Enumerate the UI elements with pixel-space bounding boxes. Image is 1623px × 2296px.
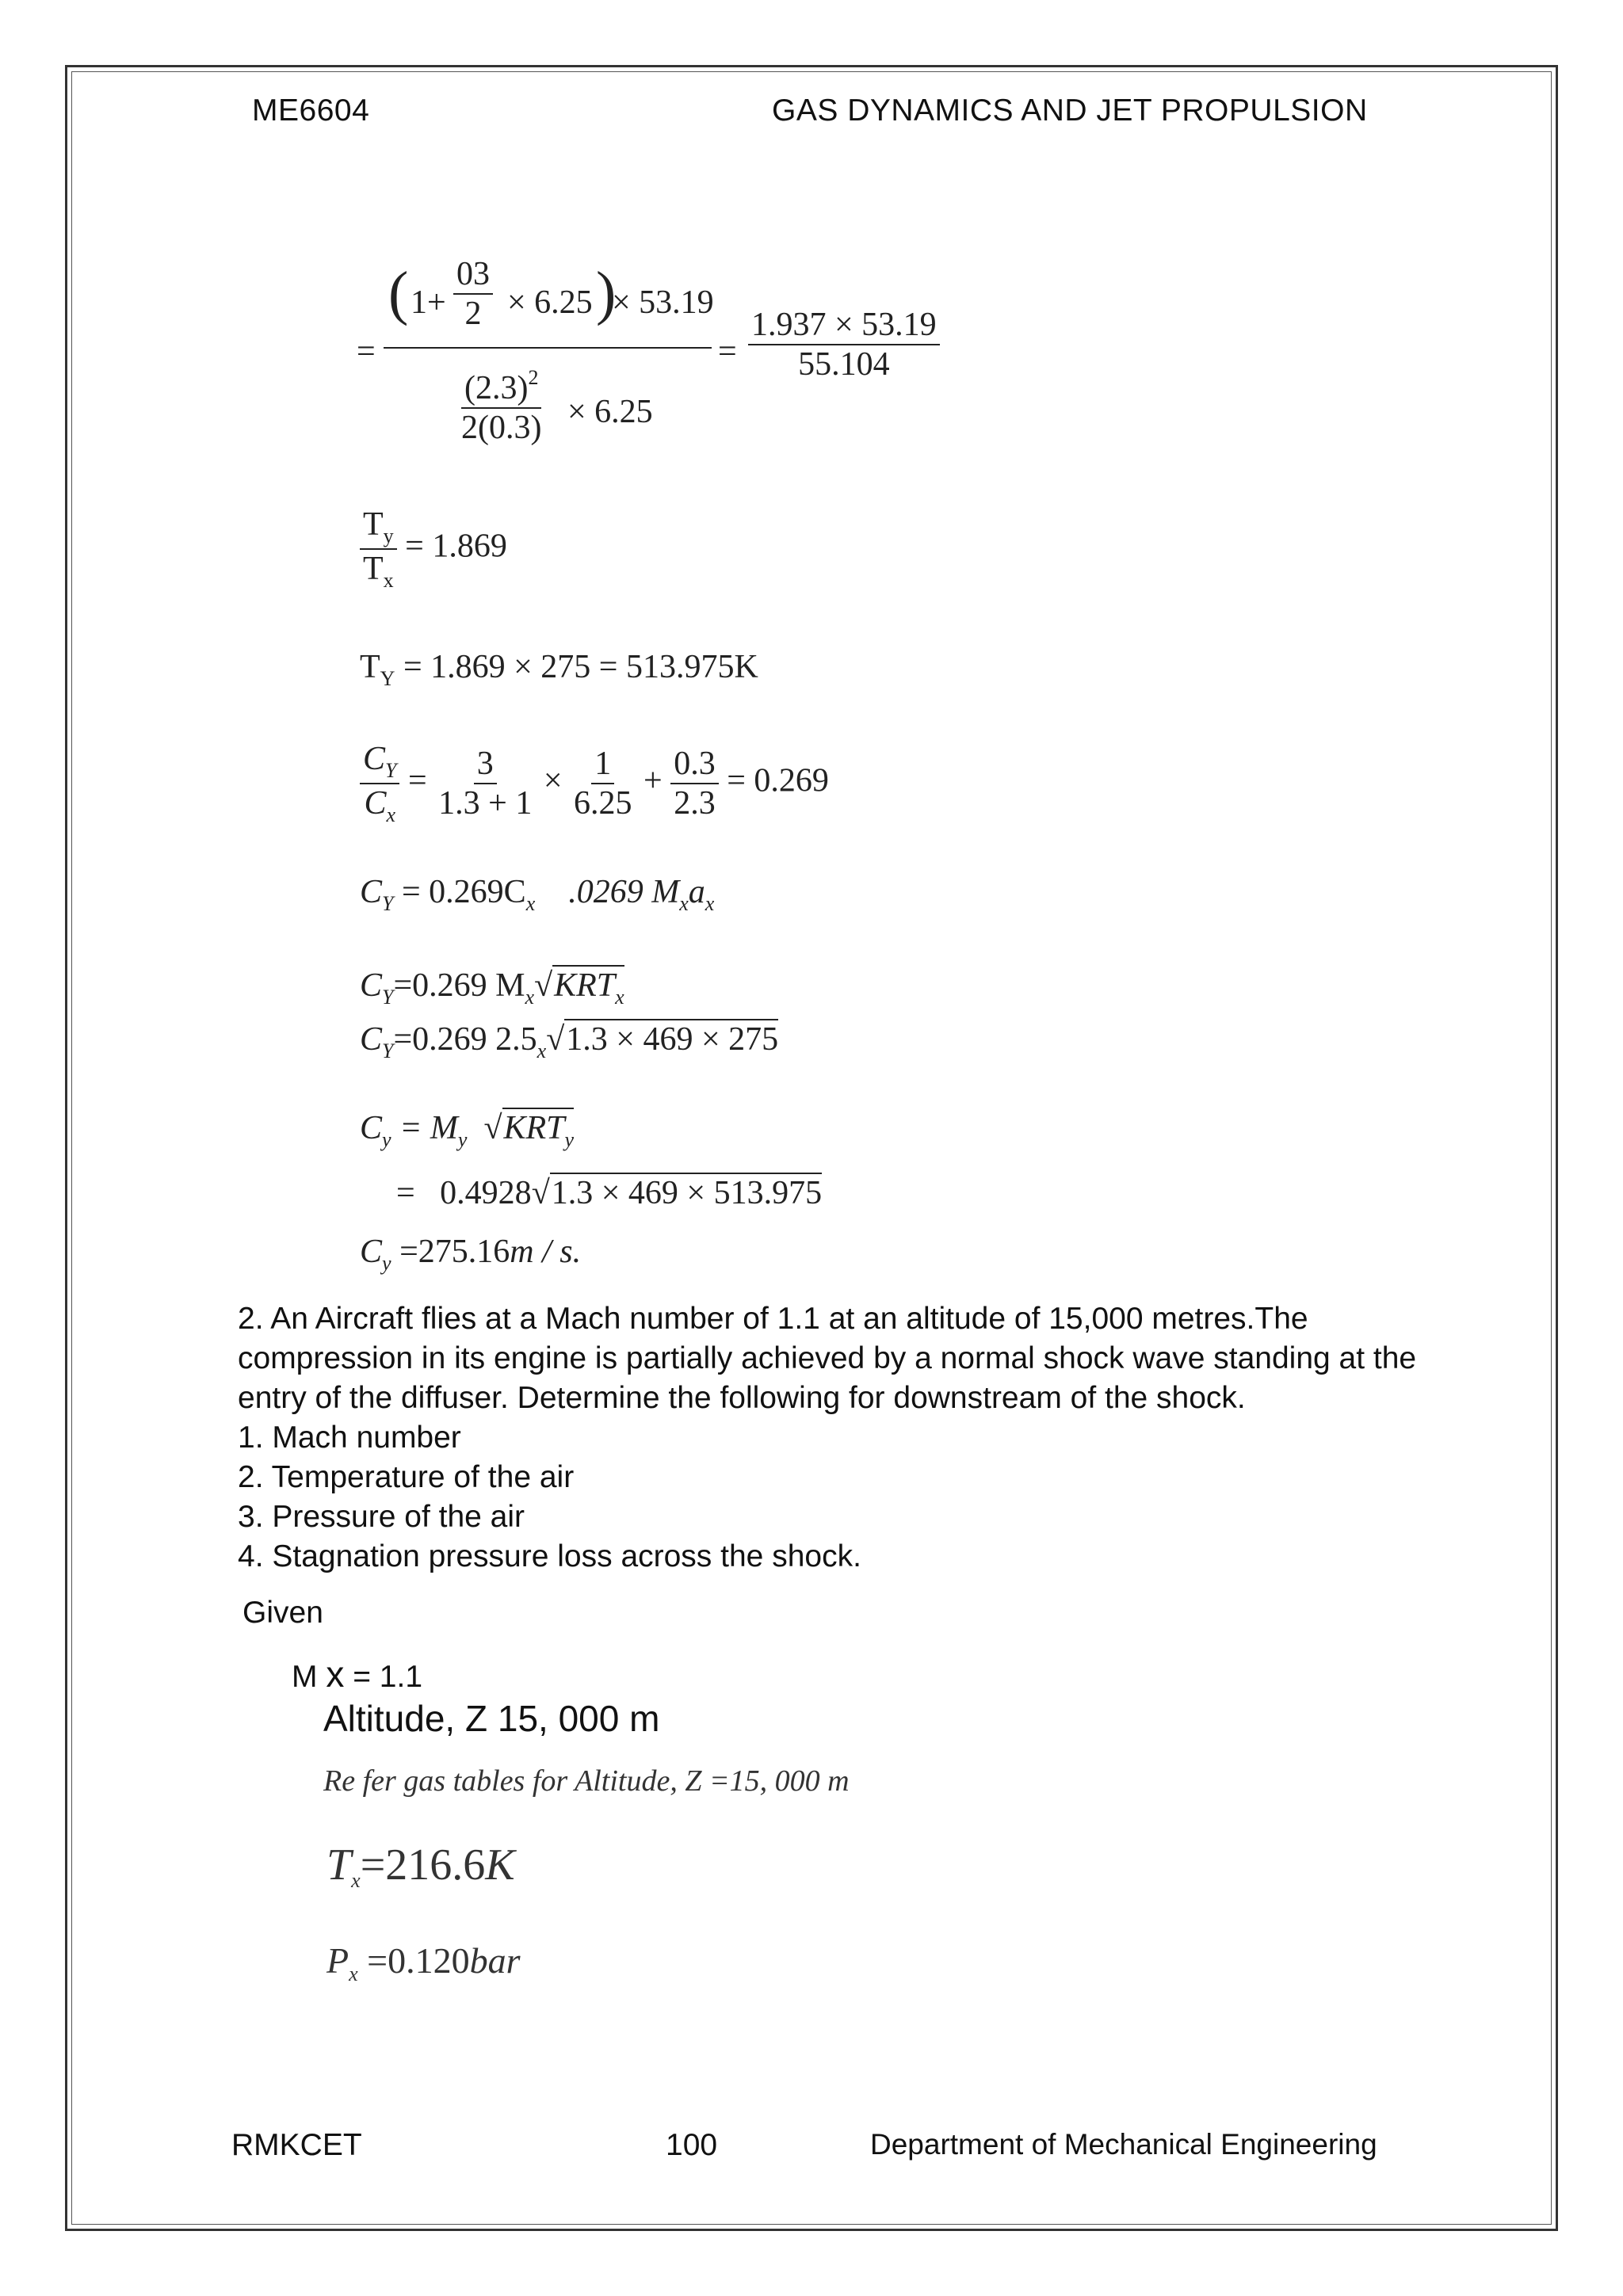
problem-intro: 2. An Aircraft flies at a Mach number of 1.1 at an altitude of 15,000 metres.The compression in its engine is partially achieved by a normal shock wave standing at the entry of the diffuser. Determine the following for downstream of the shock. [238, 1302, 1417, 1415]
eq1-rhs-fraction: $\frac{1.937 \times 53.19}{55.104}$ [748, 306, 940, 384]
eq1-times-5319: × 53.19 [612, 284, 714, 321]
given-px: $P_x =0.120bar$ [327, 1940, 521, 1985]
footer-page-number: 100 [666, 2128, 718, 2162]
equation-8: $C_y = M_y$ $√KRT_y$ [360, 1108, 574, 1152]
eq1-paren-close: ) [596, 260, 617, 326]
problem-item-2: 2. Temperature of the air [238, 1460, 575, 1494]
page-border-inner [71, 71, 1552, 2225]
equation-10: $C_y =275.16m / s$. [360, 1234, 582, 1275]
equation-7: $C_Y=0.269$ $2.5_x√1.3 \times 469 \times 275$ [360, 1019, 778, 1063]
given-refer-gas-tables: Re fer gas tables for Altitude, Z =15, 000 m [323, 1764, 850, 1798]
equation-9: = 0.4928√1.3 × 469 × 513.975 [396, 1173, 822, 1212]
eq1-leading-equals: = [357, 334, 376, 370]
eq1-small-frac: $\frac{03}{2}$ [453, 255, 493, 334]
problem-item-1: 1. Mach number [238, 1421, 461, 1455]
given-label: Given [242, 1596, 323, 1630]
eq1-one-plus: 1+ [411, 284, 446, 321]
equation-5: $C_Y = 0.269C_x$ .0269 $M_xa_x$ [360, 874, 715, 915]
given-tx: $T_x=216.6K$ [327, 1840, 515, 1892]
given-altitude: Altitude, Z 15, 000 m [323, 1698, 660, 1739]
given-mach-x: M x = 1.1 [292, 1653, 423, 1695]
eq1-den-base: $\frac{(2.3)^2}{2(0.3)}$ [461, 366, 542, 447]
eq1-second-equals: = [718, 334, 737, 370]
header-course-code: ME6604 [252, 93, 370, 128]
equation-6: $C_Y=0.269$ $M_x√KRT_x$ [360, 965, 624, 1009]
eq1-main-fraction-bar [384, 347, 712, 349]
eq1-times-625: × 6.25 [507, 284, 593, 321]
equation-4: $\frac{C_Y}{C_x}$ = $\frac{3}{1.3 + 1}$ × $\frac{1}{6.25}$ + $\frac{0.3}{2.3}$ = 0.269 [360, 740, 829, 827]
equation-3: $T_Y = 1.869 \times 275 = 513.975K$ [360, 649, 758, 690]
footer-institution: RMKCET [231, 2128, 362, 2162]
header-course-title: GAS DYNAMICS AND JET PROPULSION [772, 93, 1368, 128]
footer-department: Department of Mechanical Engineering [870, 2128, 1377, 2161]
problem-item-4: 4. Stagnation pressure loss across the shock. [238, 1539, 861, 1573]
equation-2: $\frac{T_y}{T_x}$ = 1.869 [360, 505, 507, 593]
eq1-paren-open: ( [388, 260, 409, 326]
problem-statement [238, 1299, 1426, 1577]
problem-item-3: 3. Pressure of the air [238, 1500, 525, 1534]
eq1-den-times: × 6.25 [567, 394, 653, 430]
